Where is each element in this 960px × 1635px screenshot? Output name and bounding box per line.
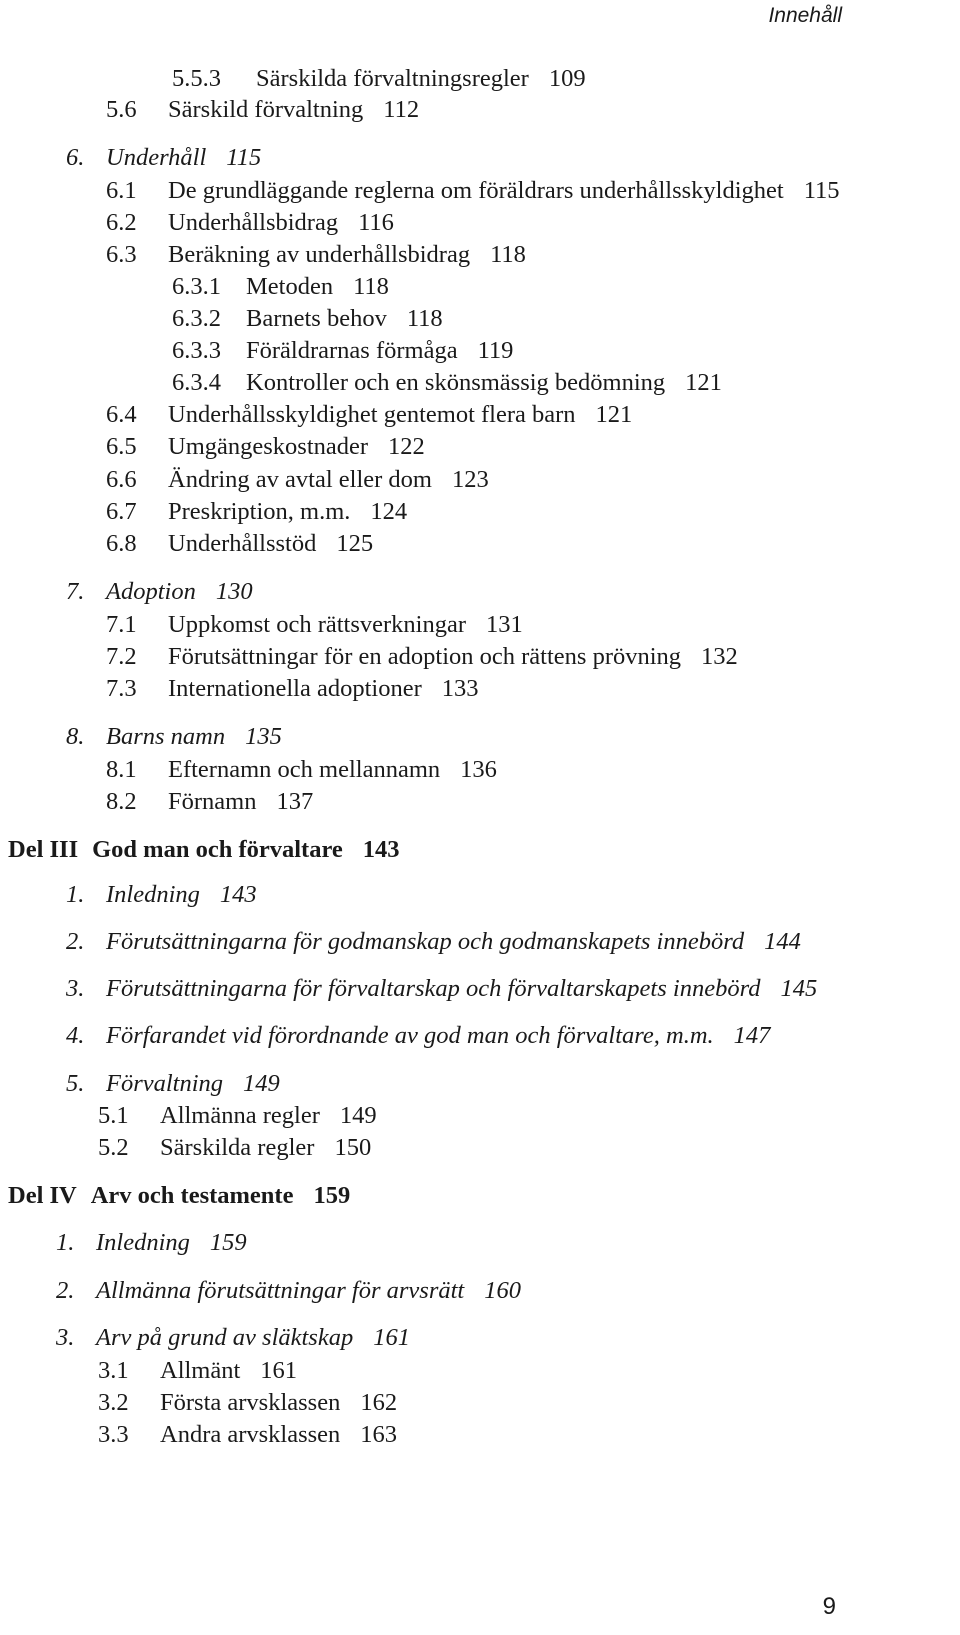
toc-entry-number: Del III [8,836,79,863]
toc-entry-title: Umgängeskostnader [168,433,369,460]
toc-entry-title: Inledning [96,1229,190,1256]
toc-entry-page: 121 [685,369,722,396]
toc-entry-number: 6.3.2 [172,305,221,332]
toc-entry-number: 6.3.1 [172,273,221,300]
toc-entry-number: 6.7 [106,498,137,525]
toc-entry [8,835,400,865]
toc-entry-page: 136 [460,756,497,783]
toc-entry [106,208,394,238]
toc-entry-number: 7.2 [106,643,137,670]
toc-entry-title: Underhållsskyldighet gentemot flera barn [168,401,576,428]
toc-entry-page: 149 [243,1070,280,1097]
toc-entry-page: 115 [803,177,840,204]
toc-entry-title: Kontroller och en skönsmässig bedömning [246,369,666,396]
toc-entry-page: 149 [339,1102,377,1129]
toc-entry-title: Efternamn och mellannamn [168,756,441,783]
toc-entry [98,1420,397,1450]
toc-entry-number: 5.1 [98,1102,129,1129]
toc-entry-number: 1. [56,1229,75,1256]
toc-entry-page: 115 [226,144,262,171]
toc-entry [106,787,313,817]
toc-entry-page: 133 [441,675,479,702]
toc-entry [172,64,586,94]
toc-entry-title: Andra arvsklassen [160,1421,341,1448]
toc-entry-page: 118 [406,305,443,332]
toc-entry-number: 6. [66,144,85,171]
toc-entry-title: Särskilda regler [160,1134,315,1161]
toc-entry-page: 124 [370,498,408,525]
toc-entry-number: 6.3.3 [172,337,221,364]
toc-entry-number: 6.1 [106,177,137,204]
toc-entry-title: Särskilda förvaltningsregler [256,65,529,92]
toc-entry [172,272,389,302]
toc-entry [8,1181,350,1211]
toc-entry-title: Barnets behov [246,305,387,332]
toc-entry-page: 112 [383,96,420,123]
toc-entry-title: God man och förvaltare [92,836,343,863]
toc-entry-page: 147 [733,1022,771,1049]
toc-entry-title: Underhållsstöd [168,530,317,557]
toc-entry [106,529,373,559]
toc-entry-number: 3.3 [98,1421,129,1448]
toc-entry-page: 123 [451,466,489,493]
toc-entry-page: 130 [215,578,253,605]
toc-entry-page: 125 [336,530,374,557]
toc-entry-title: Allmänna förutsättningar för arvsrätt [96,1277,465,1304]
toc-entry-page: 145 [780,975,818,1002]
toc-entry [66,927,801,957]
toc-entry-title: Adoption [106,578,196,605]
toc-entry [106,95,419,125]
toc-entry-number: 8.2 [106,788,137,815]
toc-entry-title: Internationella adoptioner [168,675,422,702]
toc-entry [106,610,523,640]
toc-entry-title: Beräkning av underhållsbidrag [168,241,471,268]
toc-entry-number: 3. [66,975,85,1002]
toc-entry-page: 135 [245,723,282,750]
toc-entry-page: 143 [362,836,400,863]
toc-entry-title: Första arvsklassen [160,1389,341,1416]
toc-entry-title: Särskild förvaltning [168,96,364,123]
toc-entry-number: 5.6 [106,96,137,123]
toc-entry-page: 161 [373,1324,410,1351]
toc-entry-number: 1. [66,881,85,908]
toc-entry-page: 159 [209,1229,247,1256]
toc-entry [66,974,817,1004]
toc-entry [66,143,261,173]
toc-entry-page: 122 [388,433,425,460]
toc-entry-page: 131 [486,611,523,638]
toc-entry [106,755,497,785]
toc-entry-number: 6.5 [106,433,137,460]
toc-entry [106,642,738,672]
toc-entry-page: 118 [490,241,526,268]
toc-entry-title: Förutsättningarna för förvaltarskap och förvaltarskapets innebörd [106,975,761,1002]
toc-entry-number: 6.2 [106,209,137,236]
toc-entry-title: Föräldrarnas förmåga [246,337,458,364]
toc-entry-number: 7.1 [106,611,137,638]
toc-entry-number: 5. [66,1070,85,1097]
toc-entry [106,674,479,704]
toc-entry [66,577,253,607]
toc-entry-title: Förfarandet vid förordnande av god man och förvaltare, m.m. [106,1022,714,1049]
toc-entry-number: 3. [56,1324,75,1351]
toc-entry-page: 143 [219,881,257,908]
toc-entry-page: 160 [484,1277,521,1304]
toc-entry-page: 162 [360,1389,398,1416]
toc-entry-page: 121 [595,401,633,428]
toc-entry [56,1228,247,1258]
toc-entry [98,1388,397,1418]
toc-entry-number: 6.3 [106,241,137,268]
toc-entry-page: 161 [260,1357,298,1384]
page-number: 9 [822,1593,836,1620]
toc-entry-title: Preskription, m.m. [168,498,351,525]
toc-entry-title: Förnamn [168,788,257,815]
toc-entry [172,368,722,398]
toc-entry [98,1101,377,1131]
toc-entry-title: Förutsättningar för en adoption och rättens prövning [168,643,682,670]
toc-entry [106,240,526,270]
toc-entry [106,497,407,527]
toc-entry [56,1276,521,1306]
toc-entry-page: 163 [360,1421,398,1448]
toc-entry-title: Inledning [106,881,200,908]
toc-entry-title: Uppkomst och rättsverkningar [168,611,467,638]
toc-entry [66,722,282,752]
toc-entry-number: 6.3.4 [172,369,221,396]
toc-entry-page: 119 [477,337,514,364]
toc-entry-page: 118 [353,273,389,300]
toc-entry-number: 2. [56,1277,75,1304]
toc-entry-page: 132 [701,643,738,670]
toc-entry-title: Allmänt [160,1357,241,1384]
toc-entry-page: 150 [334,1134,372,1161]
toc-entry-page: 159 [313,1182,351,1209]
toc-entry [98,1133,371,1163]
running-header: Innehåll [768,4,842,27]
toc-entry-number: 8.1 [106,756,137,783]
toc-entry-title: Förvaltning [106,1070,224,1097]
toc-entry-title: Allmänna regler [160,1102,320,1129]
toc-entry [172,304,443,334]
toc-entry-title: Underhållsbidrag [168,209,339,236]
toc-entry [106,176,840,206]
toc-entry-title: De grundläggande reglerna om föräldrars underhållsskyldighet [168,177,784,204]
toc-entry-title: Metoden [246,273,334,300]
toc-entry [106,432,425,462]
toc-entry [56,1323,410,1353]
toc-entry-title: Barns namn [106,723,226,750]
toc-entry-number: 6.6 [106,466,137,493]
toc-entry [172,336,513,366]
toc-entry [66,1021,770,1051]
toc-entry [66,880,257,910]
toc-entry-number: 5.5.3 [172,65,221,92]
toc-entry-title: Arv och testamente [90,1182,294,1209]
toc-entry-number: 7.3 [106,675,137,702]
toc-entry-number: 7. [66,578,85,605]
toc-entry-number: 6.8 [106,530,137,557]
toc-entry-number: 3.1 [98,1357,129,1384]
toc-entry-title: Underhåll [106,144,207,171]
toc-entry-title: Arv på grund av släktskap [96,1324,354,1351]
toc-entry-page: 116 [358,209,394,236]
toc-entry-number: 5.2 [98,1134,129,1161]
toc-entry-number: 8. [66,723,85,750]
toc-entry-number: 2. [66,928,85,955]
toc-entry-title: Förutsättningarna för godmanskap och godmanskapets innebörd [106,928,745,955]
toc-entry-title: Ändring av avtal eller dom [168,466,432,493]
toc-entry [66,1069,280,1099]
toc-entry-number: 6.4 [106,401,137,428]
toc-entry-page: 144 [764,928,801,955]
toc-entry-number: 3.2 [98,1389,129,1416]
toc-entry [106,400,632,430]
toc-entry-number: Del IV [8,1182,77,1209]
toc-entry [98,1356,297,1386]
toc-entry-page: 137 [276,788,314,815]
toc-entry-page: 109 [548,65,586,92]
toc-entry-number: 4. [66,1022,85,1049]
toc-entry [106,465,489,495]
